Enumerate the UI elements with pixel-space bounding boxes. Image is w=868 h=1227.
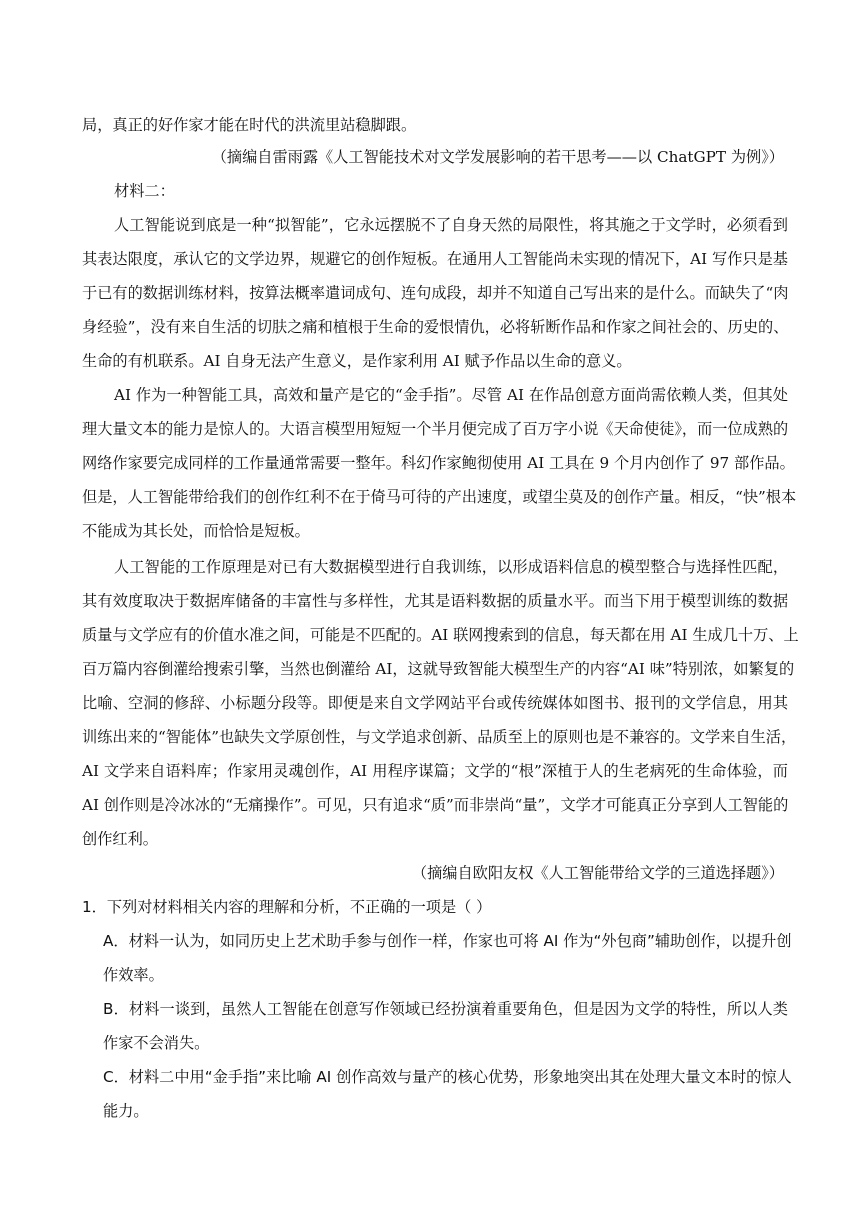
- paragraph-3-line: 创作红利。: [82, 830, 158, 848]
- paragraph-3-line: 质量与文学应有的价值水准之间，可能是不匹配的。AI 联网搜索到的信息，每天都在用 AI 生成几十万、上: [82, 626, 799, 644]
- paragraph-1-line: 于已有的数据训练材料，按算法概率遣词成句、连句成段，却并不知道自己写出来的是什么。而缺失了“肉: [82, 284, 789, 302]
- paragraph-3-line: AI 文学来自语料库；作家用灵魂创作，AI 用程序谋篇；文学的“根”深植于人的生老病死的生命体验，而: [82, 762, 788, 780]
- paragraph-1-line: 人工智能说到底是一种“拟智能”，它永远摆脱不了自身天然的局限性，将其施之于文学时，必须看到: [114, 216, 788, 234]
- paragraph-3-line: 训练出来的“智能体”也缺失文学原创性，与文学追求创新、品质至上的原则也是不兼容的。文学来自生活，: [82, 728, 797, 746]
- paragraph-2-line: 不能成为其长处，而恰恰是短板。: [82, 522, 310, 540]
- option-a-line: A．材料一认为，如同历史上艺术助手参与创作一样，作家也可将 AI 作为“外包商”辅助创作，以提升创: [103, 932, 792, 950]
- option-b-line: 作家不会消失。: [103, 1034, 210, 1052]
- option-a-line: 作效率。: [103, 966, 164, 984]
- option-c-line: 能力。: [103, 1102, 149, 1120]
- option-c-line: C．材料二中用“金手指”来比喻 AI 创作高效与量产的核心优势，形象地突出其在处理大量文本时的惊人: [103, 1068, 792, 1086]
- paragraph-2-line: 但是，人工智能带给我们的创作红利不在于倚马可待的产出速度，或望尘莫及的创作产量。相反，“快”根本: [82, 488, 797, 506]
- paragraph-3-line: AI 创作则是冷冰冰的“无痛操作”。可见，只有追求“质”而非崇尚“量”，文学才可能真正分享到人工智能的: [82, 796, 789, 814]
- paragraph-2-line: AI 作为一种智能工具，高效和量产是它的“金手指”。尽管 AI 在作品创意方面尚需依赖人类，但其处: [114, 386, 788, 404]
- option-b-line: B．材料一谈到，虽然人工智能在创意写作领域已经扮演着重要角色，但是因为文学的特性，所以人类: [103, 1000, 788, 1018]
- paragraph-2-line: 理大量文本的能力是惊人的。大语言模型用短短一个半月便完成了百万字小说《天命使徒》，而一位成熟的: [82, 420, 789, 438]
- paragraph-3-line: 比喻、空洞的修辞、小标题分段等。即便是来自文学网站平台或传统媒体如图书、报刊的文学信息，用其: [82, 694, 788, 712]
- paragraph-3-line: 百万篇内容倒灌给搜索引擎，当然也倒灌给 AI，这就导致智能大模型生产的内容“AI 味”特别浓，如繁复的: [82, 660, 795, 678]
- paragraph-3-line: 其有效度取决于数据库储备的丰富性与多样性，尤其是语料数据的质量水平。而当下用于模型训练的数据: [82, 592, 788, 610]
- paragraph-1-line: 其表达限度，承认它的文学边界，规避它的创作短板。在通用人工智能尚未实现的情况下，AI 写作只是基: [82, 250, 788, 268]
- paragraph-1-line: 生命的有机联系。AI 自身无法产生意义，是作家利用 AI 赋予作品以生命的意义。: [82, 352, 632, 370]
- material2-heading: 材料二：: [114, 182, 175, 200]
- paragraph-3-line: 人工智能的工作原理是对已有大数据模型进行自我训练，以形成语料信息的模型整合与选择性匹配，: [114, 558, 788, 576]
- source-citation-1: （摘编自雷雨露《人工智能技术对文学发展影响的若干思考——以 ChatGPT 为例》）: [211, 148, 784, 166]
- paragraph-1-line: 身经验”，没有来自生活的切肤之痛和植根于生命的爱恨情仇，必将斩断作品和作家之间社会的、历史的、: [82, 318, 789, 336]
- source-citation-2: （摘编自欧阳友权《人工智能带给文学的三道选择题》）: [411, 864, 784, 882]
- material1-tail: 局，真正的好作家才能在时代的洪流里站稳脚跟。: [82, 116, 417, 134]
- question-stem: 1．下列对材料相关内容的理解和分析，不正确的一项是（ ）: [82, 898, 492, 916]
- paragraph-2-line: 网络作家要完成同样的工作量通常需要一整年。科幻作家鲍彻使用 AI 工具在 9 个月内创作了 97 部作品。: [82, 454, 795, 472]
